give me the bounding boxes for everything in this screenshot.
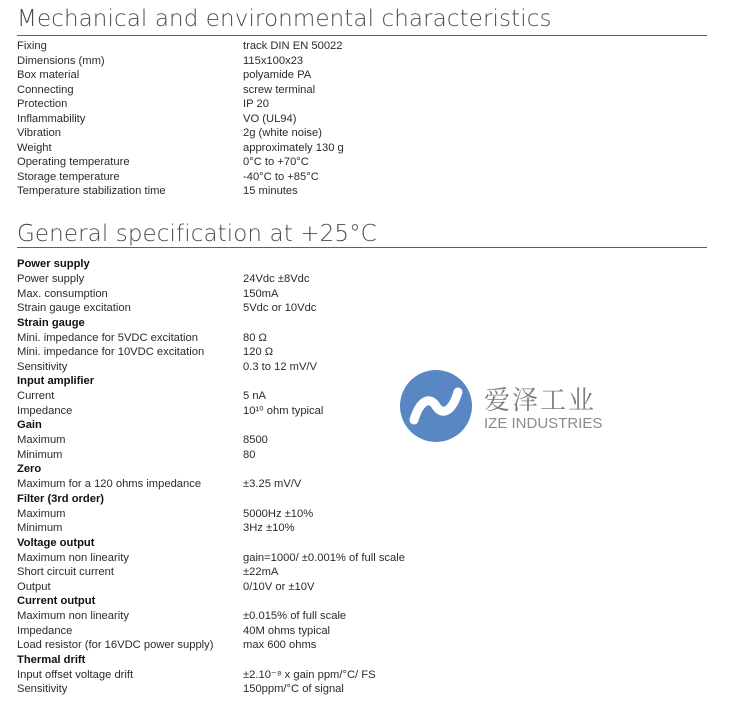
watermark-en-text: IZE INDUSTRIES (484, 415, 603, 432)
spec-label: Maximum non linearity (17, 610, 129, 622)
spec-row (17, 638, 707, 653)
spec-row (17, 565, 707, 580)
section-title-general: General specification at +25°C (17, 221, 377, 247)
spec-label: Max. consumption (17, 287, 108, 300)
spec-group-heading: Current output (17, 595, 96, 607)
spec-label: Box material (17, 69, 80, 81)
spec-value: -40°C to +85°C (243, 170, 319, 183)
spec-row (17, 448, 707, 463)
spec-label: Inflammability (17, 112, 86, 125)
spec-row (17, 155, 707, 170)
spec-row (17, 184, 707, 199)
spec-value: ±2.10⁻⁸ x gain ppm/°C/ FS (243, 668, 376, 681)
watermark-logo (400, 370, 610, 442)
spec-row (17, 97, 707, 112)
spec-value: 2g (white noise) (243, 127, 322, 139)
spec-value: ±3.25 mV/V (243, 478, 302, 490)
spec-value: ±22mA (243, 566, 279, 578)
spec-row (17, 54, 707, 69)
spec-label: Load resistor (for 16VDC power supply) (17, 639, 214, 651)
spec-value: 24Vdc ±8Vdc (243, 273, 310, 285)
spec-label: Sensitivity (17, 683, 68, 695)
spec-label: Connecting (17, 83, 74, 96)
spec-value: 5 nA (243, 390, 267, 402)
spec-value: screw terminal (243, 83, 316, 96)
spec-group-heading: Input amplifier (17, 375, 95, 387)
spec-label: Protection (17, 98, 68, 110)
spec-row (17, 83, 707, 98)
spec-value: 80 Ω (243, 331, 267, 344)
spec-row (17, 68, 707, 83)
spec-value: 150mA (243, 287, 279, 300)
spec-value: 0.3 to 12 mV/V (243, 360, 318, 373)
spec-label: Maximum (17, 507, 66, 520)
spec-row (17, 170, 707, 185)
spec-value: VO (UL94) (243, 112, 297, 125)
spec-row (17, 609, 707, 624)
spec-label: Dimensions (mm) (17, 54, 105, 67)
mechanical-spec-table (17, 39, 707, 199)
spec-value: 3Hz ±10% (243, 522, 295, 534)
spec-value: 115x100x23 (243, 54, 304, 67)
spec-row (17, 141, 707, 156)
spec-row (17, 301, 707, 316)
spec-label: Storage temperature (17, 170, 120, 183)
spec-value: max 600 ohms (243, 639, 317, 651)
spec-row (17, 39, 707, 54)
spec-value: polyamide PA (243, 69, 312, 81)
spec-label: Output (17, 580, 51, 593)
spec-group-heading: Filter (3rd order) (17, 492, 105, 505)
spec-label: Vibration (17, 127, 61, 139)
spec-group-heading: Power supply (17, 258, 90, 270)
section-title-mechanical: Mechanical and environmental characteristics (17, 6, 552, 32)
general-spec-table (17, 257, 707, 697)
spec-row (17, 668, 707, 683)
spec-row (17, 507, 707, 522)
ize-logo-icon (400, 370, 472, 442)
spec-label: Impedance (17, 624, 73, 637)
spec-value: 15 minutes (243, 185, 298, 197)
spec-value: 0°C to +70°C (243, 156, 309, 168)
spec-group-heading: Voltage output (17, 536, 95, 549)
spec-label: Short circuit current (17, 566, 114, 578)
spec-value: 8500 (243, 434, 268, 446)
spec-label: Temperature stabilization time (17, 185, 166, 197)
spec-row (17, 624, 707, 639)
spec-row (17, 551, 707, 566)
spec-label: Power supply (17, 273, 85, 285)
spec-label: Sensitivity (17, 360, 68, 373)
spec-value: approximately 130 g (243, 141, 344, 154)
spec-value: 5Vdc or 10Vdc (243, 302, 317, 314)
spec-value: 40M ohms typical (243, 624, 331, 637)
spec-label: Mini. impedance for 10VDC excitation (17, 346, 205, 358)
spec-label: Impedance (17, 404, 73, 417)
spec-label: Maximum for a 120 ohms impedance (17, 478, 202, 490)
spec-label: Input offset voltage drift (17, 668, 134, 681)
section-divider (17, 35, 707, 36)
spec-row (17, 345, 707, 360)
spec-row (17, 477, 707, 492)
spec-label: Operating temperature (17, 156, 130, 168)
spec-group-heading: Strain gauge (17, 316, 85, 329)
spec-value: 120 Ω (243, 346, 274, 358)
spec-group-heading: Thermal drift (17, 653, 86, 666)
spec-group-heading: Gain (17, 419, 42, 431)
spec-label: Weight (17, 141, 52, 154)
spec-value: 5000Hz ±10% (243, 507, 314, 520)
spec-value: 0/10V or ±10V (243, 580, 315, 593)
spec-value: 150ppm/°C of signal (243, 683, 344, 695)
spec-value: track DIN EN 50022 (243, 40, 343, 52)
spec-row (17, 682, 707, 697)
section-divider (17, 247, 707, 248)
spec-value: 80 (243, 448, 256, 461)
spec-label: Maximum non linearity (17, 551, 129, 564)
spec-label: Current (17, 390, 55, 402)
spec-row (17, 272, 707, 287)
spec-label: Minimum (17, 448, 63, 461)
spec-row (17, 287, 707, 302)
spec-row (17, 580, 707, 595)
spec-value: gain=1000/ ±0.001% of full scale (243, 551, 405, 564)
spec-value: 10¹⁰ ohm typical (243, 404, 324, 417)
spec-value: ±0.015% of full scale (243, 610, 347, 622)
spec-label: Fixing (17, 40, 47, 52)
spec-row (17, 331, 707, 346)
spec-label: Strain gauge excitation (17, 302, 131, 314)
spec-value: IP 20 (243, 98, 269, 110)
spec-label: Minimum (17, 522, 63, 534)
spec-label: Mini. impedance for 5VDC excitation (17, 331, 198, 344)
spec-row (17, 112, 707, 127)
spec-group-heading: Zero (17, 463, 42, 475)
spec-row (17, 521, 707, 536)
spec-label: Maximum (17, 434, 66, 446)
watermark-cn-text: 爱泽工业 (484, 386, 597, 416)
spec-row (17, 126, 707, 141)
